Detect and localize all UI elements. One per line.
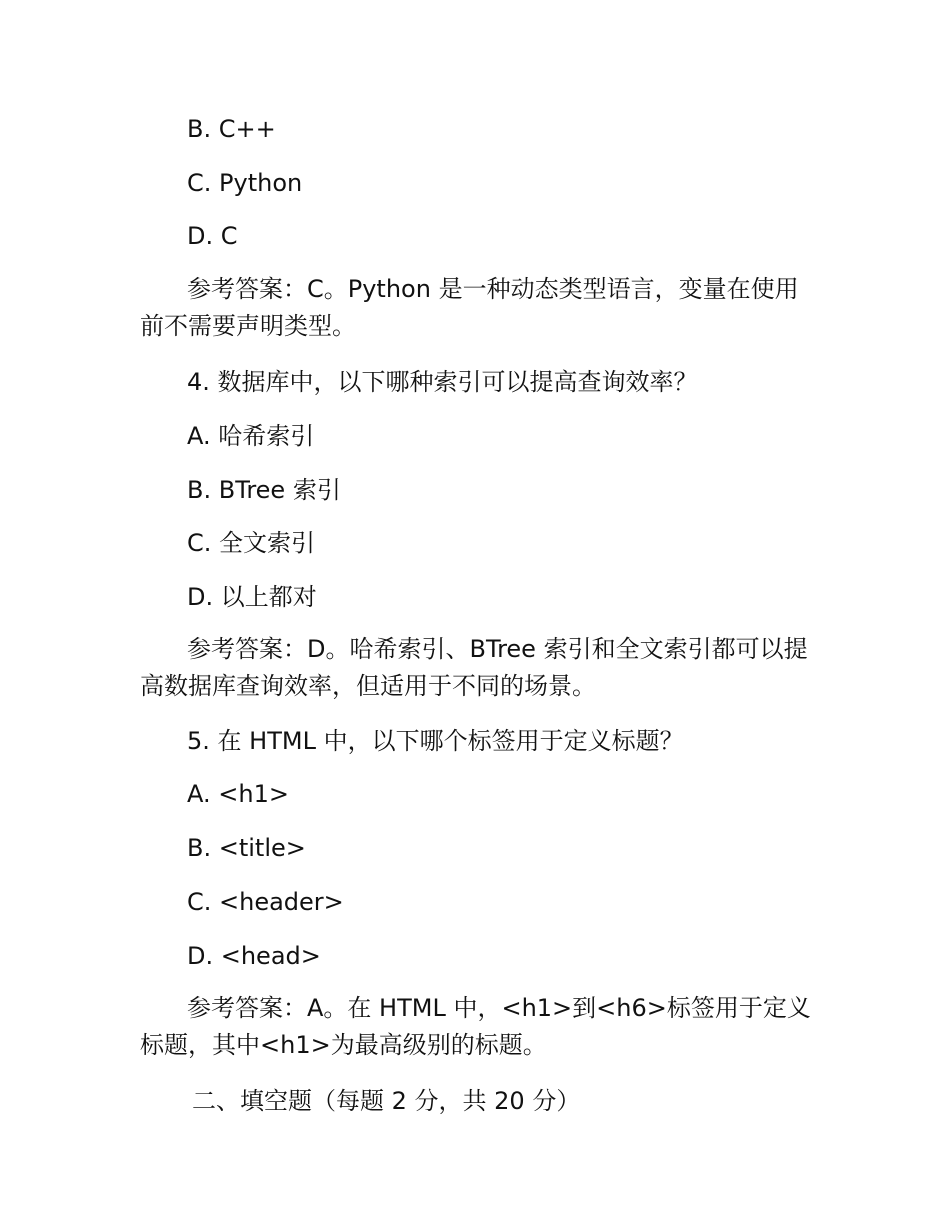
q5-option-c: C. <header> [187,888,344,916]
q5-option-a: A. <h1> [187,780,289,808]
q4-question: 4. 数据库中，以下哪种索引可以提高查询效率？ [187,368,698,396]
q5-option-b: B. <title> [187,834,306,862]
q4-option-a: A. 哈希索引 [187,422,315,450]
q3-option-c: C. Python [187,169,303,197]
q4-option-c: C. 全文索引 [187,529,316,557]
q3-option-b: B. C++ [187,115,276,143]
q4-answer: 参考答案：D。哈希索引、BTree 索引和全文索引都可以提高数据库查询效率，但适用于不同的场景。 [140,635,808,700]
q5-option-d: D. <head> [187,942,321,970]
q3-option-d: D. C [187,222,238,250]
q4-option-b: B. BTree 索引 [187,476,341,504]
q3-answer: 参考答案：C。Python 是一种动态类型语言，变量在使用前不需要声明类型。 [140,275,799,340]
q5-answer: 参考答案：A。在 HTML 中，<h1>到<h6>标签用于定义标题，其中<h1>为最高级别的标题。 [140,994,811,1059]
q5-question: 5. 在 HTML 中，以下哪个标签用于定义标题？ [187,727,684,755]
section-heading: 二、填空题（每题 2 分，共 20 分） [192,1087,581,1115]
q4-option-d: D. 以上都对 [187,583,317,611]
